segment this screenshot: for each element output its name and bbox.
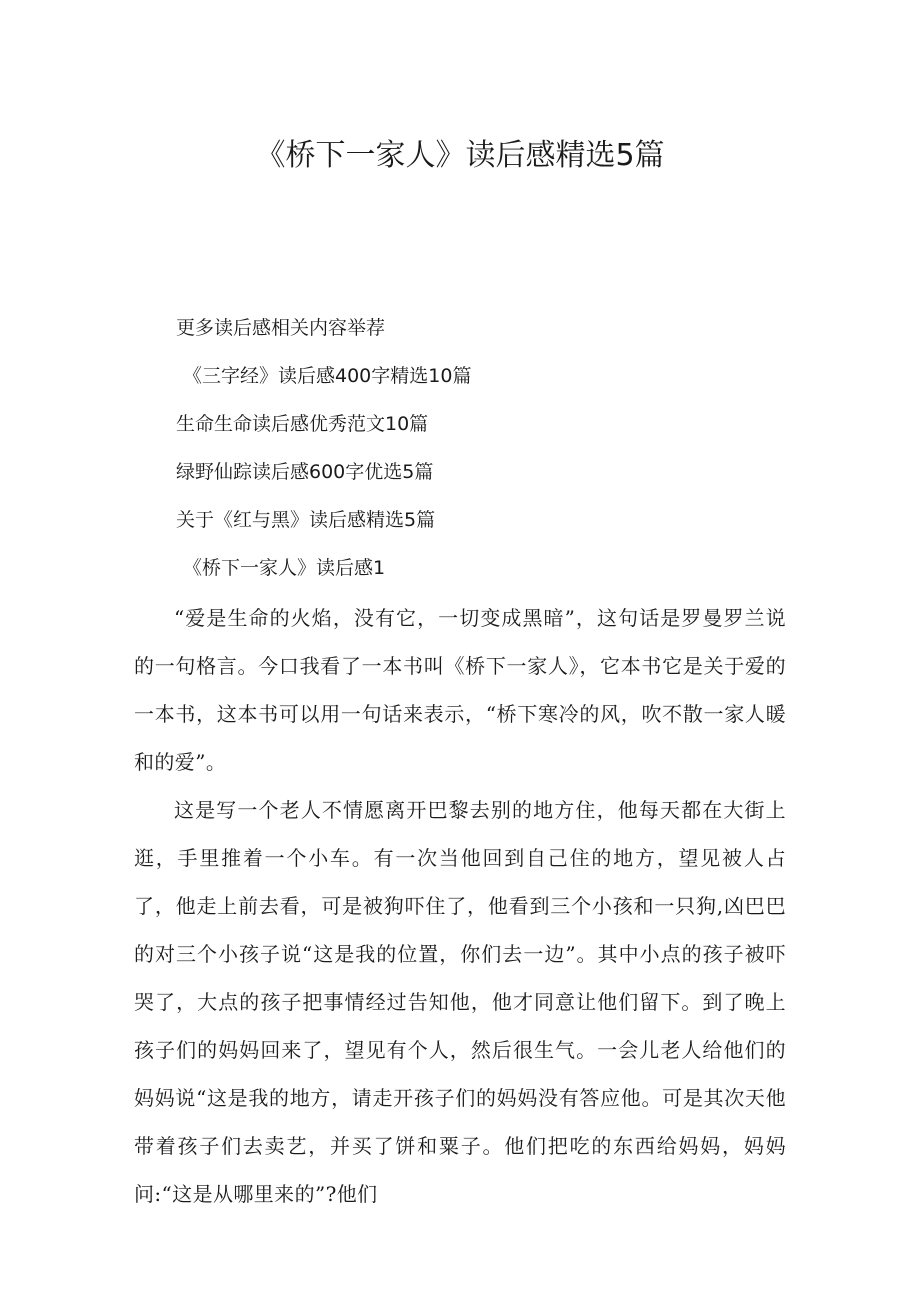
body-paragraph-1: “爱是生命的火焰，没有它，一切变成黑暗”，这句话是罗曼罗兰说的一句格言。今口我看了一本书叫《桥下一家人》，它本书它是关于爱的一本书，这本书可以用一句话来表示，“桥下寒冷的风，吹不散一家人暖和的爱”。: [134, 606, 786, 774]
related-heading: 更多读后感相关内容举荐: [176, 317, 386, 339]
related-link-1[interactable]: 《三字经》读后感400字精选10篇: [183, 365, 472, 387]
page-title: 《桥下一家人》读后感精选5篇: [255, 138, 665, 173]
related-link-3[interactable]: 绿野仙踪读后感600字优选5篇: [176, 461, 434, 483]
related-link-4[interactable]: 关于《红与黑》读后感精选5篇: [176, 509, 436, 531]
related-link-2[interactable]: 生命生命读后感优秀范文10篇: [176, 413, 429, 435]
section-heading: 《桥下一家人》读后感1: [183, 557, 386, 579]
related-links-list: [176, 308, 796, 548]
body-paragraph-2: 这是写一个老人不情愿离开巴黎去别的地方住，他每天都在大街上逛，手里推着一个小车。有一次当他回到自己住的地方，望见被人占了，他走上前去看，可是被狗吓住了，他看到三个小孩和一只狗,凶巴巴的对三个小孩子说“这是我的位置，你们去一边”。其中小点的孩子被吓哭了，大点的孩子把事情经过告知他，他才同意让他们留下。到了晚上孩子们的妈妈回来了，望见有个人，然后很生气。一会儿老人给他们的妈妈说“这是我的地方，请走开孩子们的妈妈没有答应他。可是其次天他带着孩子们去卖艺，并买了饼和粟子。他们把吃的东西给妈妈，妈妈问:“这是从哪里来的”?他们: [134, 798, 786, 1206]
